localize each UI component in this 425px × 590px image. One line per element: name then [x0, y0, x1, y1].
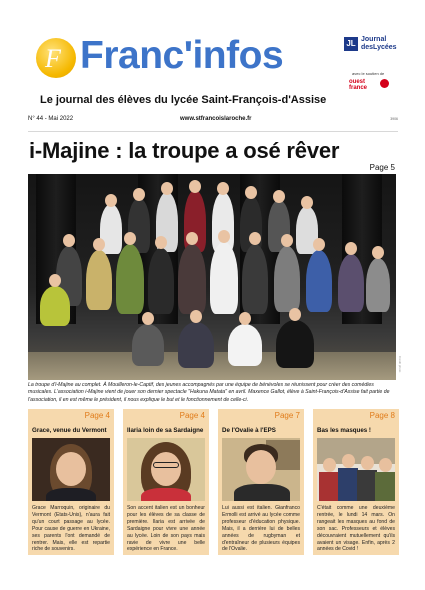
face [56, 452, 86, 486]
troupe-member [178, 244, 206, 314]
shirt-shape [234, 484, 290, 501]
portrait-grace [32, 438, 110, 501]
issue-line [28, 116, 398, 126]
partner-note: avec le soutien de [352, 71, 385, 76]
feature-title: Bas les masques ! [317, 427, 371, 434]
shirt-shape [319, 472, 339, 501]
feature-page-ref[interactable]: Page 7 [274, 411, 300, 420]
logo-letter: F [45, 44, 61, 73]
feature-text: Son accent italien est un bonheur pour les élèves de sa classe de première. Ilaria est arrivée de Sardaigne pour vivre une année au lycée. Loin de son pays mais ravie de vivre une belle expérience en France. [127, 505, 205, 553]
feature-box-ermolli[interactable] [218, 409, 304, 555]
feature-box-ilaria[interactable] [123, 409, 209, 555]
franc-infos-logo-icon [36, 38, 76, 78]
website-link[interactable]: www.stfrancoislaroche.fr [180, 116, 252, 122]
face [313, 238, 325, 251]
troupe-member [366, 258, 390, 312]
feature-title: De l'Ovalie à l'EPS [222, 427, 276, 434]
feature-text: Lui aussi est italien. Gianfranco Ermolli est arrivé au lycée comme professeur d'éducation physique. Mais, il a derrière lui de belles années de rugbyman et d'entraîneur de plusieurs équipes de l'Ovalie. [222, 505, 300, 553]
feature-text: Grace Marroquin, originaire du Vermont (Etats-Unis), n'aura fait qu'un court passage au lycée. Pour cause de guerre en Ukraine, ses parents l'ont demandé de rentrer. Mais, elle est repartie riche de souvenirs. [32, 505, 110, 553]
photo-students [317, 438, 395, 501]
portrait-ilaria [127, 438, 205, 501]
troupe-member [306, 250, 332, 312]
face [245, 186, 257, 199]
troupe-member [116, 244, 144, 314]
feature-page-ref[interactable]: Page 4 [179, 411, 205, 420]
feature-title: Ilaria loin de sa Sardaigne [127, 427, 204, 434]
troupe-member [338, 254, 364, 312]
masthead-subtitle: Le journal des élèves du lycée Saint-François-d'Assise [40, 94, 327, 106]
face [49, 274, 61, 287]
face [133, 188, 145, 201]
face [155, 236, 167, 249]
face [151, 452, 181, 486]
face [249, 232, 261, 245]
face [372, 246, 384, 259]
troupe-member [276, 320, 314, 368]
glasses-icon [153, 462, 179, 468]
journal-des-lycees-logo-icon [344, 36, 397, 54]
partner1-box: JL [344, 37, 358, 51]
photo-credit: Crédit photo [398, 356, 402, 373]
divider [28, 131, 398, 132]
ouest-france-logo-icon [349, 78, 389, 90]
troupe-photo [28, 174, 396, 380]
face [63, 234, 75, 247]
lead-page-ref[interactable]: Page 5 [369, 163, 395, 172]
feature-text: C'était comme une deuxième rentrée, le lundi 14 mars. On rangeait les masques au fond de son sac. Professeurs et élèves découvraient mutuellement qu'ils avaient un visage. Enfin, après 2 années de Covid ! [317, 505, 395, 553]
face [246, 450, 276, 484]
feature-page-ref[interactable]: Page 8 [369, 411, 395, 420]
face [239, 312, 251, 325]
lead-caption: La troupe d'i-Majine au complet. À Mouilleron-le-Captif, des jeunes accompagnés par une équipe de bénévoles se réunissent pour créer des comédies musicales. L'association i-Majine vient de jouer son dernier spectacle "Hakuna Matata" en avril. Maxence Gallot, élève à Saint-François-d'Assise fait partie de l'association, il en est même le président, il nous explique le but et le fonctionnement de celle-ci. [28, 382, 390, 403]
shirt-shape [338, 468, 358, 501]
troupe-member [228, 324, 262, 366]
shirt-shape [375, 472, 395, 501]
face [218, 230, 230, 243]
face [142, 312, 154, 325]
shirt-shape [141, 488, 191, 501]
face [186, 232, 198, 245]
masthead-title: Franc'infos [80, 34, 284, 77]
troupe-member [210, 242, 238, 314]
face [361, 456, 374, 470]
shirt-shape [357, 470, 377, 501]
feature-title: Grace, venue du Vermont [32, 427, 107, 434]
issue-code: 3906 [390, 117, 398, 121]
face [217, 182, 229, 195]
troupe-member [178, 322, 214, 368]
face [93, 238, 105, 251]
face [323, 458, 336, 472]
face [161, 182, 173, 195]
partner1-label: Journal desLycées [361, 36, 397, 51]
face [105, 194, 117, 207]
feature-box-grace[interactable] [28, 409, 114, 555]
face [301, 196, 313, 209]
troupe-member [274, 246, 300, 312]
face [281, 234, 293, 247]
troupe-member [40, 286, 70, 326]
troupe-member [86, 250, 112, 310]
troupe-member [148, 248, 174, 314]
ouest-france-dot-icon [380, 79, 389, 88]
feature-box-masques[interactable] [313, 409, 399, 555]
troupe-member [132, 324, 164, 366]
face [342, 454, 355, 468]
portrait-ermolli [222, 438, 300, 501]
shirt-shape [46, 488, 96, 501]
issue-number: N° 44 - Mai 2022 [28, 116, 74, 122]
partner2-label: ouest france [349, 79, 368, 91]
troupe-member [242, 244, 268, 314]
face [190, 310, 202, 323]
lead-headline: i-Majine : la troupe a osé rêver [29, 138, 340, 163]
face [124, 232, 136, 245]
face [189, 180, 201, 193]
feature-page-ref[interactable]: Page 4 [84, 411, 110, 420]
face [273, 190, 285, 203]
face [289, 308, 301, 321]
face [345, 242, 357, 255]
face [379, 458, 392, 472]
